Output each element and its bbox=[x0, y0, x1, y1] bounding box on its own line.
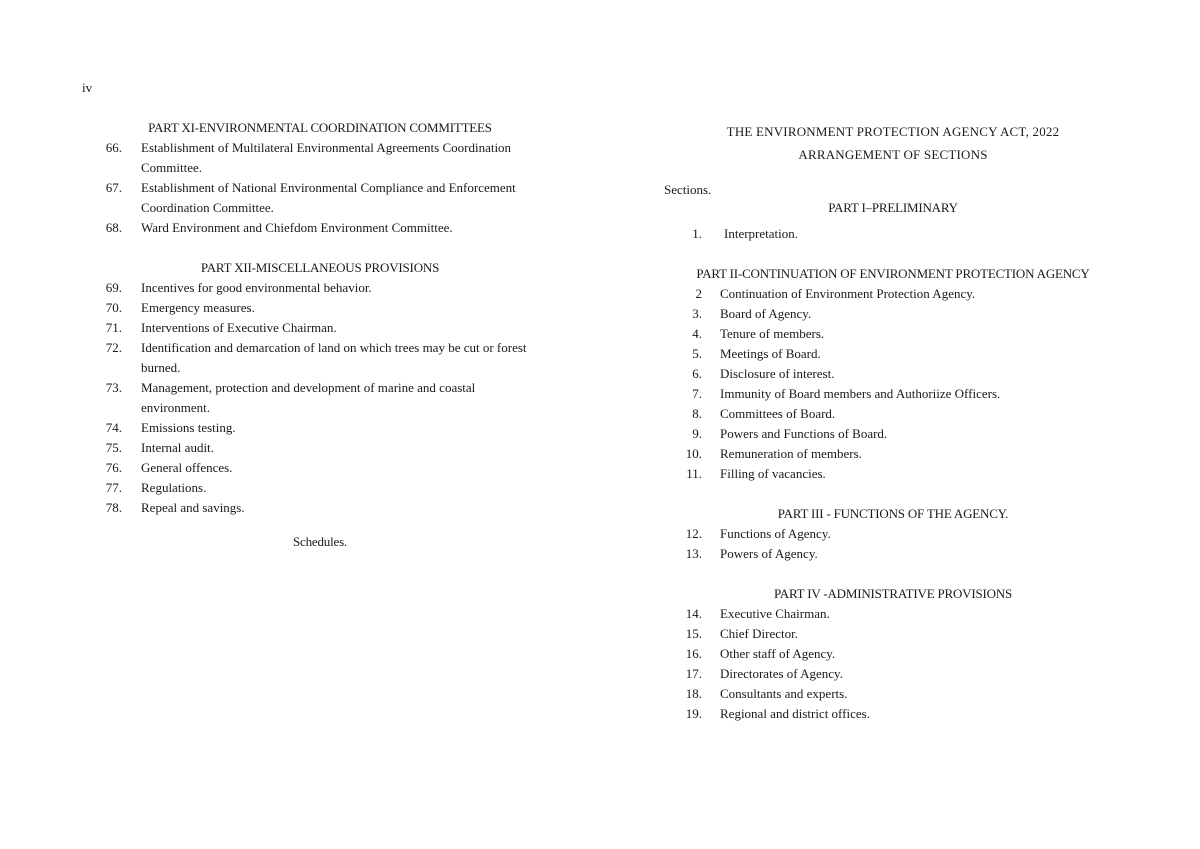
list-item bbox=[660, 464, 1120, 484]
item-text: Management, protection and development of marine and coastal environment. bbox=[141, 380, 476, 415]
list-item bbox=[660, 404, 1120, 424]
list-item bbox=[100, 498, 540, 518]
arrangement-title: ARRANGEMENT OF SECTIONS bbox=[798, 147, 988, 162]
item-text: Directorates of Agency. bbox=[720, 666, 843, 681]
item-text: Powers and Functions of Board. bbox=[720, 426, 888, 441]
item-number: 67. bbox=[105, 180, 122, 195]
list-item bbox=[100, 218, 540, 238]
act-title: THE ENVIRONMENT PROTECTION AGENCY ACT, 2022 bbox=[726, 124, 1060, 139]
item-text: Consultants and experts. bbox=[720, 686, 848, 701]
item-text: Powers of Agency. bbox=[720, 546, 818, 561]
item-number: 14. bbox=[685, 606, 702, 621]
item-number: 77. bbox=[105, 480, 122, 495]
list-item bbox=[660, 644, 1120, 664]
list-item bbox=[100, 278, 540, 298]
item-number: 1. bbox=[692, 226, 702, 241]
item-number: 18. bbox=[685, 686, 702, 701]
list-item bbox=[100, 338, 540, 378]
item-text: Chief Director. bbox=[720, 626, 798, 641]
list-item bbox=[100, 178, 540, 218]
item-text: Executive Chairman. bbox=[720, 606, 830, 621]
part-xi-list bbox=[100, 138, 540, 238]
list-item bbox=[100, 438, 540, 458]
item-number: 8. bbox=[692, 406, 702, 421]
item-text: Remuneration of members. bbox=[720, 446, 862, 461]
list-item bbox=[100, 138, 540, 178]
item-number: 7. bbox=[692, 386, 702, 401]
item-number: 69. bbox=[105, 280, 122, 295]
right-column bbox=[660, 122, 1120, 724]
item-number: 78. bbox=[105, 500, 122, 515]
item-number: 4. bbox=[692, 326, 702, 341]
item-number: 15. bbox=[685, 626, 702, 641]
part-ii-list bbox=[660, 284, 1120, 484]
part-iii-list bbox=[660, 524, 1120, 564]
list-item bbox=[660, 304, 1120, 324]
list-item bbox=[660, 384, 1120, 404]
item-text: Board of Agency. bbox=[720, 306, 812, 321]
item-text: Interventions of Executive Chairman. bbox=[141, 320, 337, 335]
item-number: 10. bbox=[685, 446, 702, 461]
item-number: 13. bbox=[685, 546, 702, 561]
part-iv-heading: PART IV -ADMINISTRATIVE PROVISIONS bbox=[773, 586, 1013, 601]
item-text: Regulations. bbox=[141, 480, 207, 495]
item-text: Tenure of members. bbox=[720, 326, 825, 341]
part-ii-heading: PART II-CONTINUATION OF ENVIRONMENT PROTECTION AGENCY bbox=[696, 266, 1090, 281]
list-item bbox=[660, 664, 1120, 684]
item-number: 68. bbox=[105, 220, 122, 235]
item-text: Identification and demarcation of land on which trees may be cut or forest burned. bbox=[141, 340, 527, 375]
part-i-list bbox=[660, 224, 1120, 244]
list-item bbox=[660, 424, 1120, 444]
part-xii-list bbox=[100, 278, 540, 518]
list-item bbox=[660, 604, 1120, 624]
item-text: Ward Environment and Chiefdom Environment Committee. bbox=[141, 220, 453, 235]
item-text: Repeal and savings. bbox=[141, 500, 245, 515]
item-text: Interpretation. bbox=[724, 226, 798, 241]
item-number: 6. bbox=[692, 366, 702, 381]
item-text: Establishment of National Environmental Compliance and Enforcement Coordination Committee. bbox=[141, 180, 516, 215]
item-number: 16. bbox=[685, 646, 702, 661]
left-column bbox=[100, 118, 540, 552]
list-item bbox=[660, 524, 1120, 544]
schedules-label: Schedules. bbox=[293, 534, 347, 549]
list-item bbox=[100, 378, 540, 418]
item-text: General offences. bbox=[141, 460, 233, 475]
item-number: 17. bbox=[685, 666, 702, 681]
item-number: 2 bbox=[695, 286, 702, 301]
part-iii-heading: PART III - FUNCTIONS OF THE AGENCY. bbox=[777, 506, 1009, 521]
list-item bbox=[660, 364, 1120, 384]
item-number: 66. bbox=[105, 140, 122, 155]
part-xii-heading: PART XII-MISCELLANEOUS PROVISIONS bbox=[200, 260, 440, 275]
item-number: 11. bbox=[686, 466, 702, 481]
list-item bbox=[660, 444, 1120, 464]
item-text: Establishment of Multilateral Environmental Agreements Coordination Committee. bbox=[141, 140, 512, 175]
item-text: Immunity of Board members and Authoriize Officers. bbox=[720, 386, 1001, 401]
item-text: Filling of vacancies. bbox=[720, 466, 826, 481]
item-number: 74. bbox=[105, 420, 122, 435]
item-number: 72. bbox=[105, 340, 122, 355]
item-text: Emergency measures. bbox=[141, 300, 255, 315]
item-text: Emissions testing. bbox=[141, 420, 236, 435]
part-xi-heading: PART XI-ENVIRONMENTAL COORDINATION COMMITTEES bbox=[148, 120, 492, 135]
item-number: 9. bbox=[692, 426, 702, 441]
item-number: 12. bbox=[685, 526, 702, 541]
list-item bbox=[660, 284, 1120, 304]
list-item bbox=[660, 344, 1120, 364]
part-i-heading: PART I–PRELIMINARY bbox=[828, 200, 958, 215]
item-number: 73. bbox=[105, 380, 122, 395]
list-item bbox=[100, 478, 540, 498]
list-item bbox=[660, 544, 1120, 564]
item-text: Regional and district offices. bbox=[720, 706, 870, 721]
item-text: Incentives for good environmental behavior. bbox=[141, 280, 372, 295]
list-item bbox=[660, 324, 1120, 344]
part-iv-list bbox=[660, 604, 1120, 724]
item-number: 70. bbox=[105, 300, 122, 315]
item-text: Meetings of Board. bbox=[720, 346, 821, 361]
item-text: Continuation of Environment Protection Agency. bbox=[720, 286, 976, 301]
item-text: Committees of Board. bbox=[720, 406, 836, 421]
list-item bbox=[660, 684, 1120, 704]
item-number: 3. bbox=[692, 306, 702, 321]
page-number: iv bbox=[82, 80, 93, 95]
item-number: 19. bbox=[685, 706, 702, 721]
item-text: Other staff of Agency. bbox=[720, 646, 836, 661]
item-number: 75. bbox=[105, 440, 122, 455]
list-item bbox=[660, 224, 1120, 244]
list-item bbox=[100, 298, 540, 318]
list-item bbox=[100, 318, 540, 338]
list-item bbox=[100, 418, 540, 438]
sections-label: Sections. bbox=[664, 182, 712, 197]
item-text: Disclosure of interest. bbox=[720, 366, 835, 381]
item-number: 71. bbox=[105, 320, 122, 335]
list-item bbox=[660, 624, 1120, 644]
item-number: 76. bbox=[105, 460, 122, 475]
item-text: Functions of Agency. bbox=[720, 526, 831, 541]
list-item bbox=[660, 704, 1120, 724]
item-text: Internal audit. bbox=[141, 440, 214, 455]
item-number: 5. bbox=[692, 346, 702, 361]
list-item bbox=[100, 458, 540, 478]
